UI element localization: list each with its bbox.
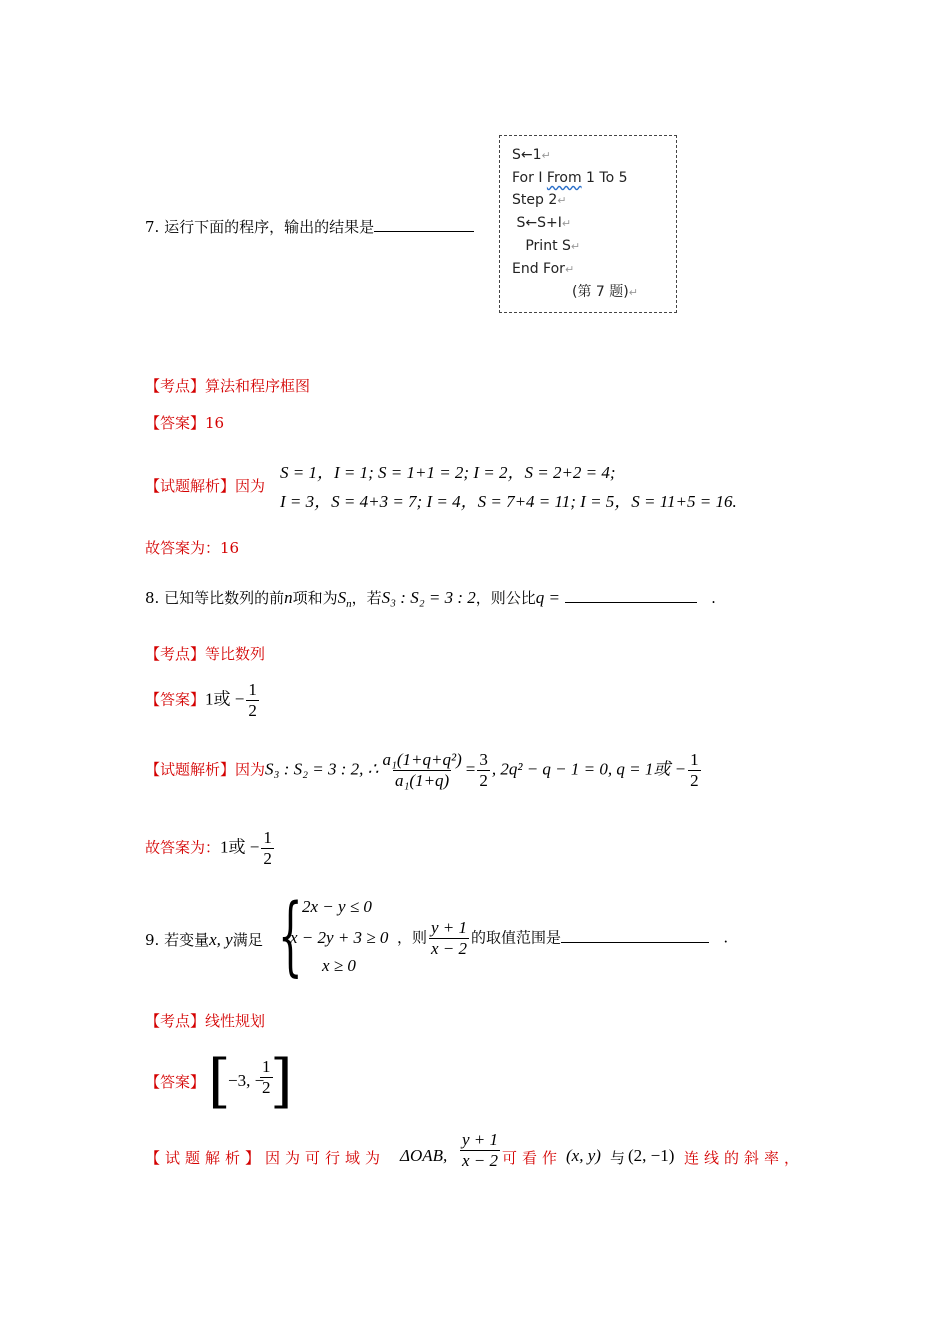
q9-answer-label: 【答案】	[145, 1073, 206, 1091]
q9-answer-blank	[561, 928, 709, 943]
q7-analysis-line2: I = 3，S = 4+3 = 7; I = 4，S = 7+4 = 11; I = 5，S = 11+5 = 16.	[280, 492, 737, 511]
q9-point-2-1: (2, −1)	[628, 1146, 675, 1165]
q9-answer-fraction: $\frac{1}{2}$	[262, 1057, 271, 1097]
q9-kaodian: 【考点】线性规划	[145, 1012, 266, 1030]
q9-constraint-2: x − 2y + 3 ≥ 0	[290, 928, 389, 947]
q8-answer: 【答案】1或 − $\frac{1}{2}$	[145, 680, 257, 720]
q9-answer-value: −3, −	[228, 1071, 265, 1090]
q7-program-code: S←1↵ For I From 1 To 5 Step 2↵ S←S+I↵ Print S↵ End For↵ (第 7 题)↵	[512, 147, 638, 300]
q9-bracket-right: ]	[270, 1047, 293, 1115]
q8-analysis: 【试题解析】因为S₃ : S₂ = 3 : 2, ∴ $\frac{\text{a₁(1+q+q²)}}{\text{a₁(1+q)}}$ = $\frac{3}{2}$ , 2q² − q − 1 = 0, q = 1或 − $\frac{1}{2}$	[145, 750, 699, 790]
q9-point-xy: (x, y)	[566, 1146, 601, 1165]
q7-answer: 【答案】16	[145, 414, 225, 432]
q7-kaodian: 【考点】算法和程序框图	[145, 377, 311, 395]
q9-analysis: 【试题解析】因为可行域为	[145, 1149, 386, 1167]
q9-constraint-3: x ≥ 0	[322, 956, 356, 975]
q8-kaodian: 【考点】等比数列	[145, 645, 266, 663]
q9-analysis-kanzuo: 可看作	[502, 1149, 563, 1167]
q9-bracket-left: [	[208, 1047, 231, 1115]
q7-answer-blank	[374, 217, 474, 232]
q9-analysis-fraction: $\frac{y + 1}{x - 2}$	[462, 1130, 499, 1170]
q9-analysis-slope: 连线的斜率，	[684, 1149, 805, 1167]
q8-answer-blank	[565, 588, 697, 603]
q9-system-brace: {	[278, 886, 303, 986]
q7-analysis-label: 【试题解析】因为	[145, 477, 266, 495]
q8-prompt: 8. 已知等比数列的前n项和为$S_n$，若S₃ : S₂ = 3 : 2，则公比q = .	[145, 588, 716, 610]
q7-final-answer: 故答案为：16	[145, 539, 240, 557]
q8-final-answer: 故答案为：1或 − $\frac{1}{2}$	[145, 828, 272, 868]
q9-prompt-end: ，则 $\frac{y + 1}{x - 2}$ 的取值范围是 .	[397, 918, 729, 958]
q9-constraint-1: 2x − y ≤ 0	[302, 897, 372, 916]
q7-analysis-line1: S = 1，I = 1; S = 1+1 = 2; I = 2，S = 2+2 = 4;	[280, 463, 616, 482]
q9-triangle: ΔOAB,	[400, 1146, 448, 1165]
q9-prompt-start: 9. 若变量x, y满足	[145, 930, 263, 949]
q9-yu: 与	[610, 1149, 626, 1167]
q7-program-box	[499, 135, 677, 313]
q7-prompt: 7. 运行下面的程序，输出的结果是	[145, 217, 474, 237]
